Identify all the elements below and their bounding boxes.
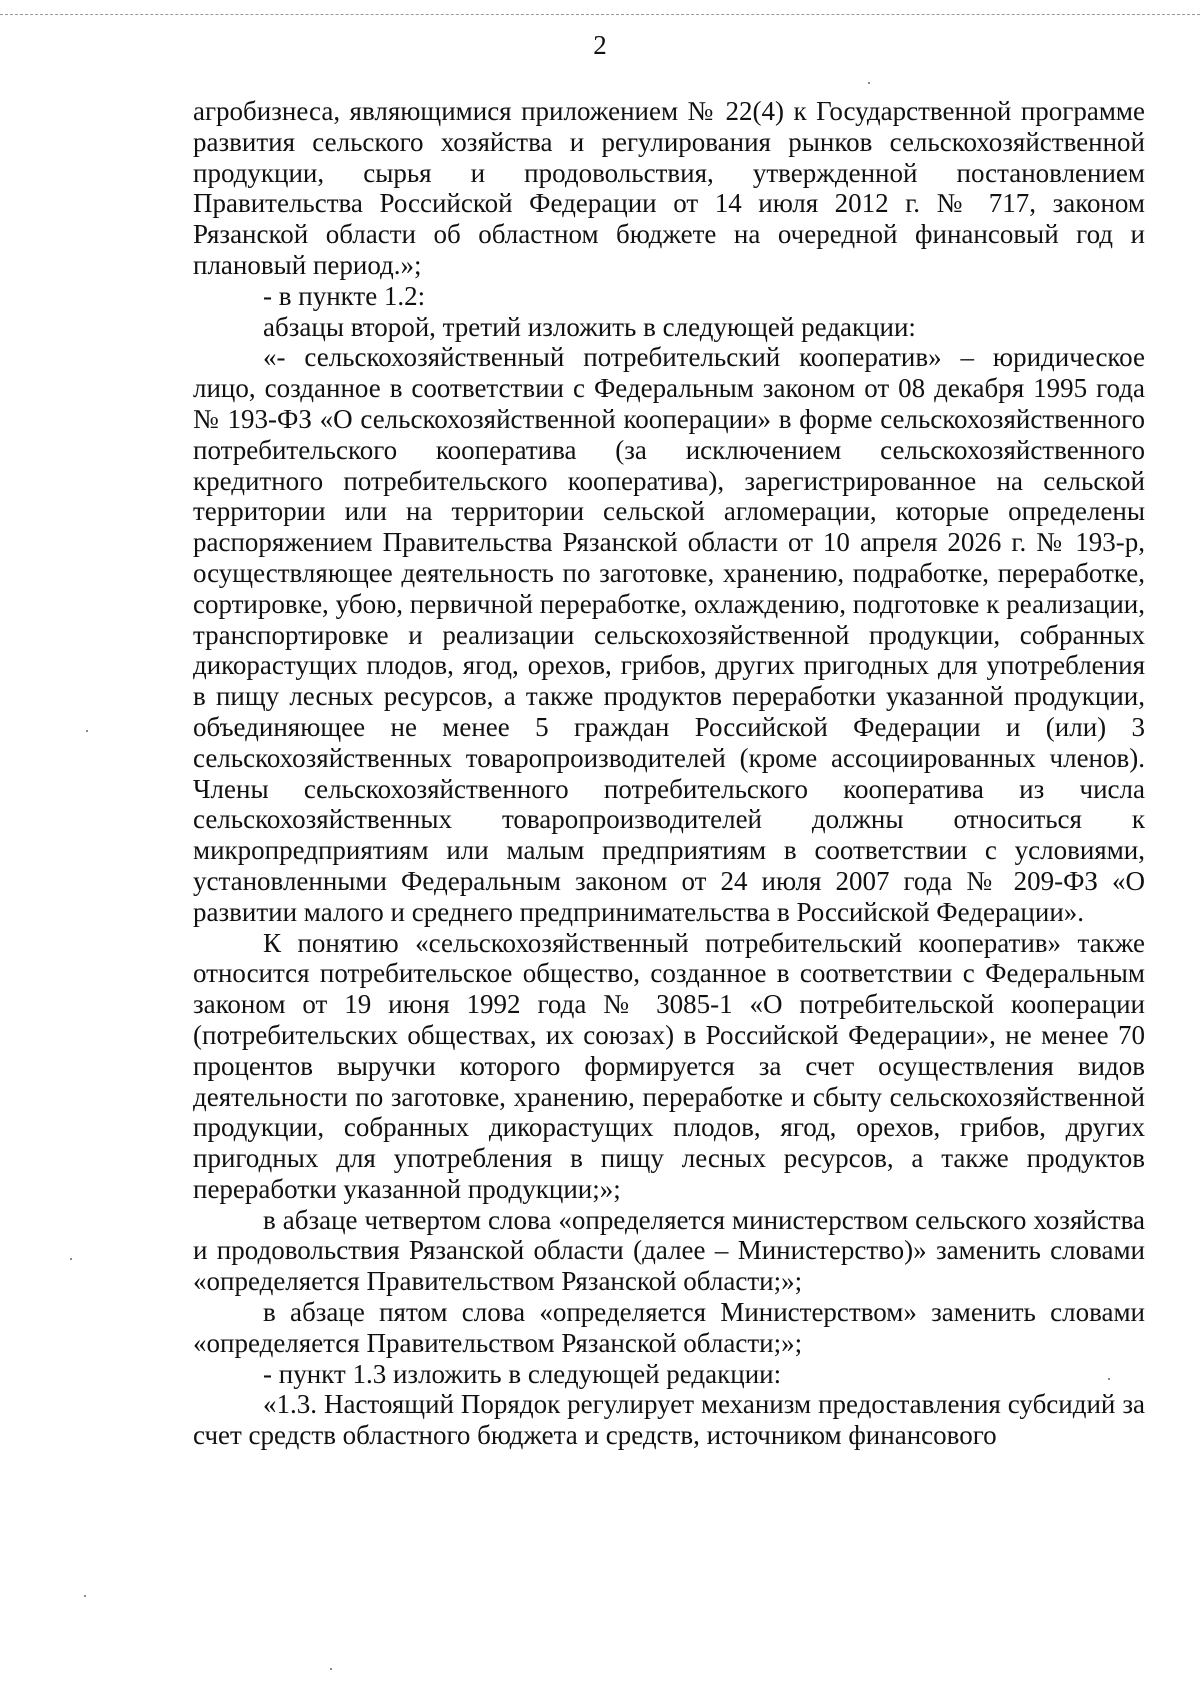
paragraph-fourth-amendment: в абзаце четвертом слова «определяется министерством сельского хозяйства и продовольствия Рязанской области (далее – Министерство)» заменить словами «определяется Правительством Рязанской области;»; xyxy=(193,1204,1145,1297)
paragraph-item-1-2: - в пункте 1.2: xyxy=(263,280,426,311)
page-number: 2 xyxy=(593,30,607,60)
paragraph-item-1-3-text: «1.3. Настоящий Порядок регулирует механизм предоставления субсидий за счет средств областного бюджета и средств, источником финансового xyxy=(193,1389,1145,1451)
paragraph-instruction: абзацы второй, третий изложить в следующей редакции: xyxy=(263,311,916,342)
paragraph-item-1-3: - пункт 1.3 изложить в следующей редакции: xyxy=(263,1358,782,1389)
document-body xyxy=(193,96,1145,1451)
paragraph-cooperative-definition: «- сельскохозяйственный потребительский кооператив» – юридическое лицо, созданное в соответствии с Федеральным законом от 08 декабря 1995 года № 193-ФЗ «О сельскохозяйственной кооперации» в форме сельскохозяйственного потребительского кооператива (за исключением сельскохозяйственного кредитного потребительского кооператива), зарегистрированное на сельской территории или на территории сельской агломерации, которые определены распоряжением Правительства Рязанской области от 10 апреля 2026 г. № 193-р, осуществляющее деятельность по заготовке, хранению, подработке, переработке, сортировке, убою, первичной переработке, охлаждению, подготовке к реализации, транспортировке и реализации сельскохозяйственной продукции, собранных дикорастущих плодов, ягод, орехов, грибов, других пригодных для употребления в пищу лесных ресурсов, а также продуктов переработки указанной продукции, объединяющее не менее 5 граждан Российской Федерации и (или) 3 сельскохозяйственных товаропроизводителей (кроме ассоциированных членов). Члены сельскохозяйственного потребительского кооператива из числа сельскохозяйственных товаропроизводителей должны относиться к микропредприятиям или малым предприятиям в соответствии с условиями, установленными Федеральным законом от 24 июля 2007 года № 209-ФЗ «О развитии малого и среднего предпринимательства в Российской Федерации». xyxy=(193,342,1145,927)
paragraph-continuation: агробизнеса, являющимися приложением № 22(4) к Государственной программе развития сельского хозяйства и регулирования рынков сельскохозяйственной продукции, сырья и продовольствия, утвержденной постановлением Правительства Российской Федерации от 14 июля 2012 г. № 717, законом Рязанской области об областном бюджете на очередной финансовый год и плановый период.»; xyxy=(193,96,1145,280)
scan-edge-line xyxy=(0,14,1200,15)
paragraph-fifth-amendment: в абзаце пятом слова «определяется Министерством» заменить словами «определяется Правительством Рязанской области;»; xyxy=(193,1297,1145,1358)
paragraph-consumer-society: К понятию «сельскохозяйственный потребительский кооператив» также относится потребительское общество, созданное в соответствии с Федеральным законом от 19 июня 1992 года № 3085-1 «О потребительской кооперации (потребительских обществах, их союзах) в Российской Федерации», не менее 70 процентов выручки которого формируется за счет осуществления видов деятельности по заготовке, хранению, переработке и сбыту сельскохозяйственной продукции, собранных дикорастущих плодов, ягод, орехов, грибов, других пригодных для употребления в пищу лесных ресурсов, а также продуктов переработки указанной продукции;»; xyxy=(193,927,1145,1204)
